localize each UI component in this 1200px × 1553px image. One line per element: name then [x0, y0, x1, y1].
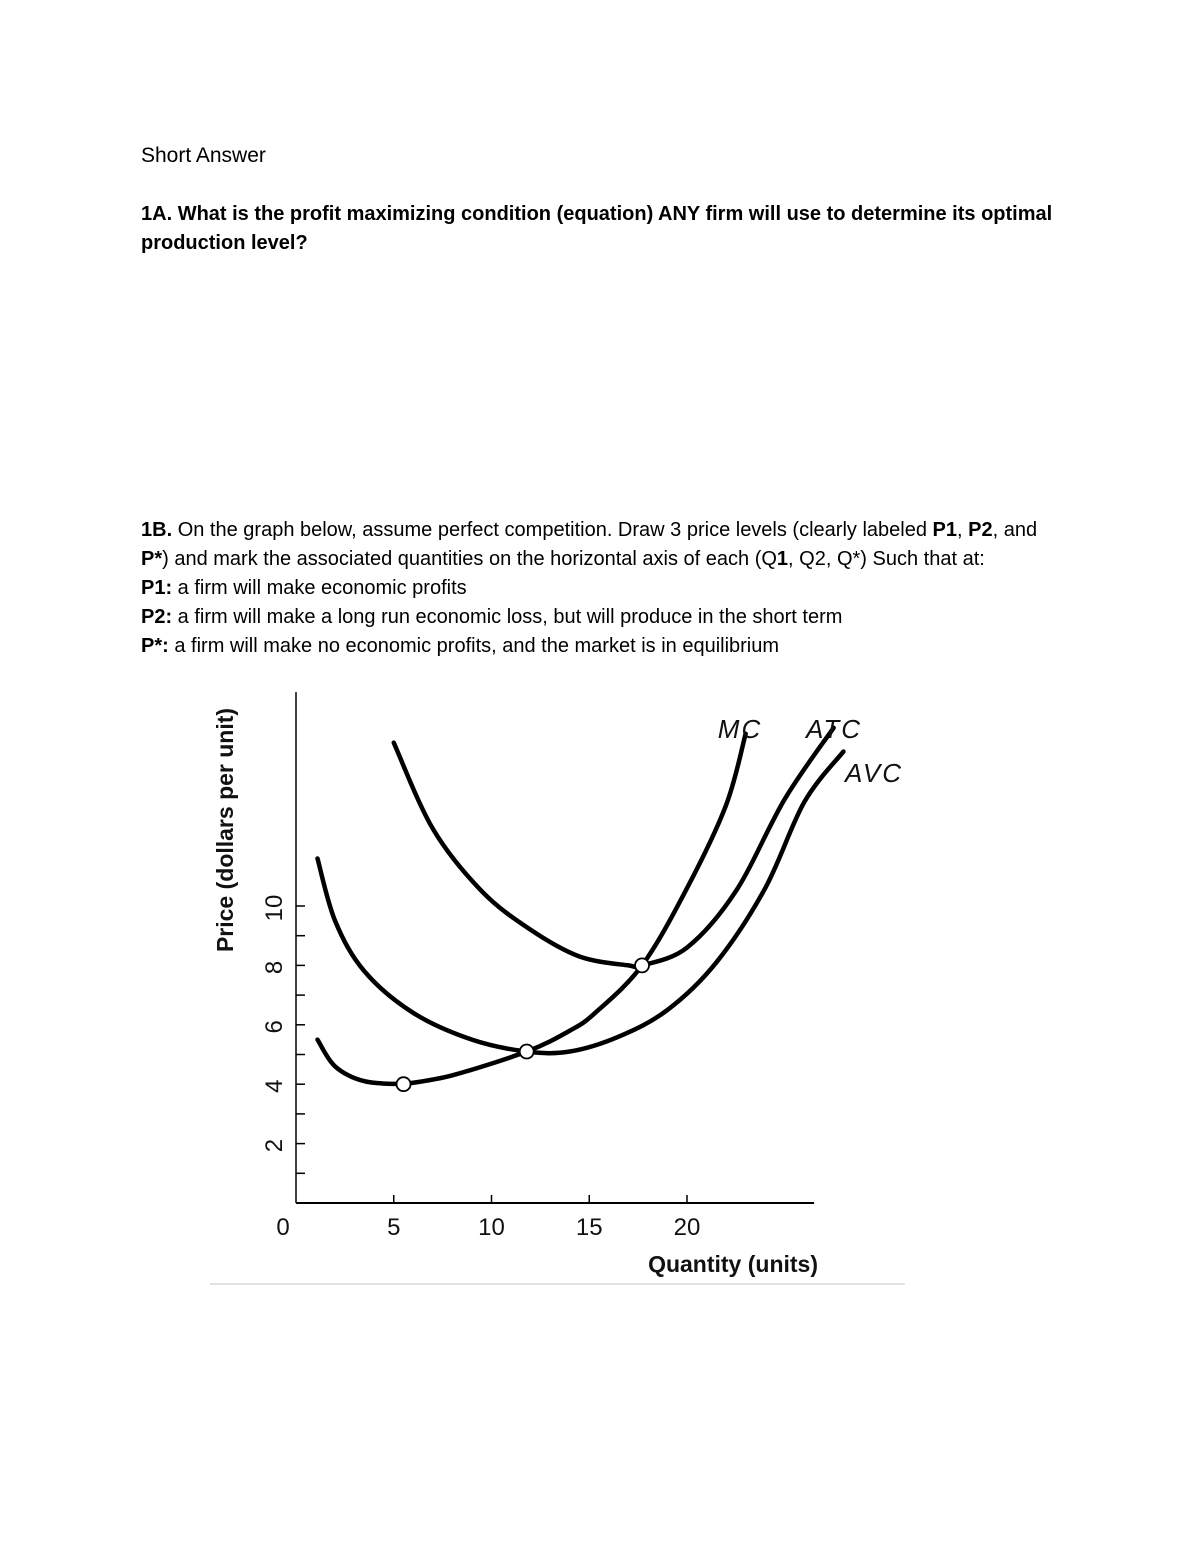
y-tick-label: 4: [261, 1079, 288, 1093]
x-tick-label: 0: [276, 1214, 290, 1241]
avc-curve: [318, 752, 844, 1054]
q1-term: 1: [776, 548, 789, 570]
question-1b-intro-part-3: , Q2, Q*) Such that at:: [788, 548, 985, 570]
item-label: P1:: [141, 577, 173, 599]
y-tick-label: 10: [261, 894, 288, 922]
p2-term: P2: [968, 519, 993, 541]
item-text: a firm will make a long run economic loss, but will produce in the short term: [172, 606, 843, 628]
item-label: P2:: [141, 606, 173, 628]
curve-intersection-point: [635, 958, 649, 972]
x-tick-label: 10: [478, 1214, 505, 1241]
x-tick-label: 20: [673, 1214, 701, 1241]
avc-curve-label: AVC: [844, 758, 904, 788]
question-1b-sep-2: , and: [992, 519, 1038, 541]
item-text: a firm will make no economic profits, and the market is in equilibrium: [168, 635, 780, 657]
x-tick-label: 15: [575, 1214, 603, 1241]
pstar-term: P*: [141, 548, 163, 570]
question-1b-sep-1: ,: [956, 519, 969, 541]
curve-intersection-point: [520, 1045, 534, 1059]
item-text: a firm will make economic profits: [172, 577, 467, 599]
y-tick-label: 6: [261, 1020, 288, 1034]
question-1b-number: 1B.: [141, 519, 173, 541]
section-heading: Short Answer: [141, 144, 266, 167]
mc-lower-segment: [318, 1040, 404, 1085]
question-1b-intro-part-1: On the graph below, assume perfect competition. Draw 3 price levels (clearly labeled: [177, 519, 933, 541]
y-axis-title: Price (dollars per unit): [212, 707, 238, 953]
question-1a-number: 1A.: [141, 203, 173, 225]
item-label: P*:: [141, 635, 169, 657]
curve-intersection-point: [397, 1077, 411, 1091]
p1-term: P1: [932, 519, 957, 541]
mc-curve-label: MC: [717, 714, 763, 744]
atc-curve-label: ATC: [805, 714, 863, 744]
x-tick-label: 5: [387, 1214, 401, 1241]
question-1b-intro-part-2: ) and mark the associated quantities on the horizontal axis of each (Q: [162, 548, 777, 570]
atc-curve: [394, 728, 834, 967]
chart-plot-area: [261, 692, 843, 1241]
x-axis-title: Quantity (units): [648, 1251, 818, 1277]
y-tick-label: 2: [261, 1138, 288, 1153]
y-tick-label: 8: [261, 960, 288, 975]
question-1a-text: What is the profit maximizing condition (equation) ANY firm will use to determine its optimal production level?: [141, 203, 1053, 254]
